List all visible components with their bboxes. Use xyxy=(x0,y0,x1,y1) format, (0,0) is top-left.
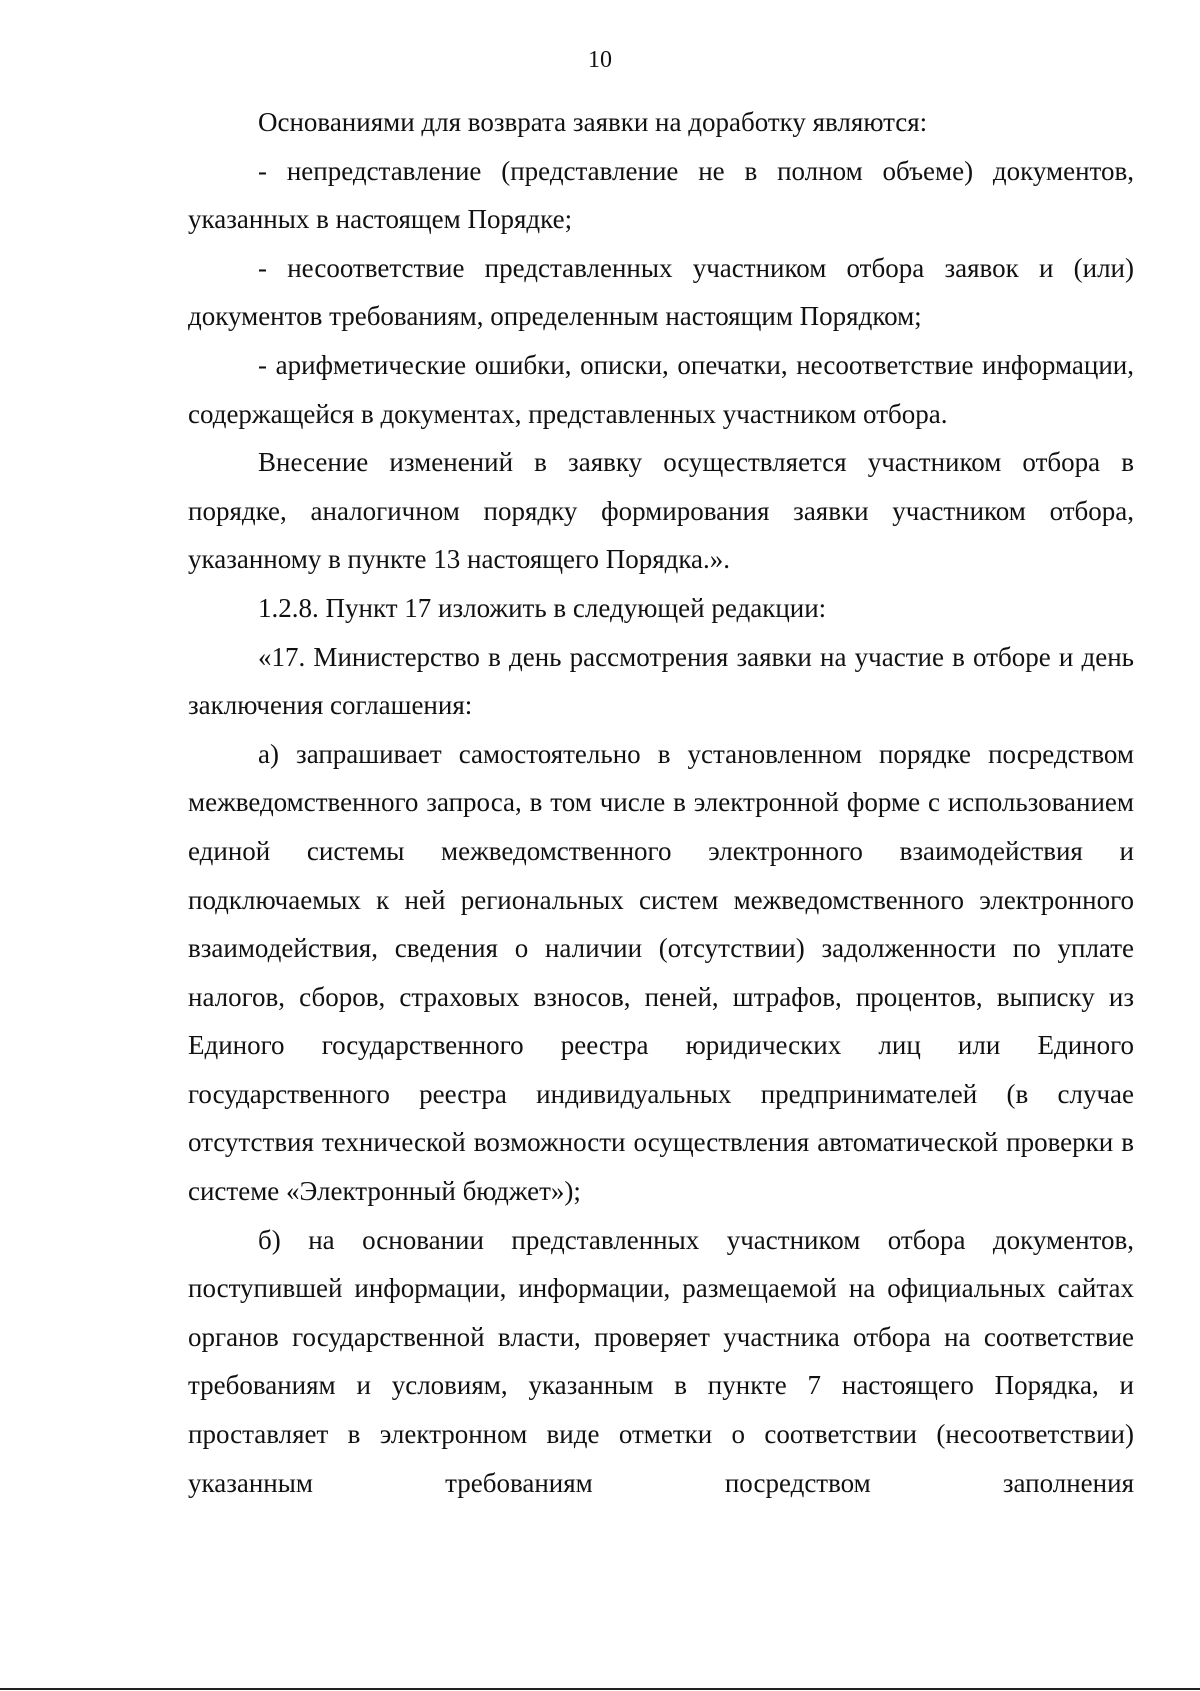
paragraph-subpoint-a: а) запрашивает самостоятельно в установленном порядке посредством межведомственного запроса, в том числе в электронной форме с использованием единой системы межведомственного электронного взаимодействия и подключаемых к ней региональных систем межведомственного электронного взаимодействия, сведения о наличии (отсутствии) задолженности по уплате налогов, сборов, страховых взносов, пеней, штрафов, процентов, выписку из Единого государственного реестра юридических лиц или Единого государственного реестра индивидуальных предпринимателей (в случае отсутствия технической возможности осуществления автоматической проверки в системе «Электронный бюджет»); xyxy=(188,738,1134,1207)
paragraph-amendment: 1.2.8. Пункт 17 изложить в следующей редакции: xyxy=(258,592,827,623)
paragraph-ground-3: - арифметические ошибки, описки, опечатки, несоответствие информации, содержащейся в документах, представленных участником отбора. xyxy=(188,349,1134,429)
bottom-edge-line xyxy=(0,1688,1200,1690)
paragraph-point-17: «17. Министерство в день рассмотрения заявки на участие в отборе и день заключения соглашения: xyxy=(188,641,1134,721)
paragraph-subpoint-b: б) на основании представленных участником отбора документов, поступившей информации, информации, размещаемой на официальных сайтах органов государственной власти, проверяет участника отбора на соответствие требованиям и условиям, указанным в пункте 7 настоящего Порядка, и проставляет в электронном виде отметки о соответствии (несоответствии) указанным требованиям посредством заполнения xyxy=(188,1224,1134,1498)
paragraph-ground-1: - непредставление (представление не в полном объеме) документов, указанных в настоящем Порядке; xyxy=(188,155,1134,235)
paragraph-grounds-intro: Основаниями для возврата заявки на доработку являются: xyxy=(258,107,928,137)
page-number: 10 xyxy=(588,47,612,73)
paragraph-ground-2: - несоответствие представленных участником отбора заявок и (или) документов требованиям, определенным настоящим Порядком; xyxy=(188,252,1134,332)
document-body xyxy=(188,98,1134,1507)
paragraph-changes: Внесение изменений в заявку осуществляется участником отбора в порядке, аналогичном порядку формирования заявки участником отбора, указанному в пункте 13 настоящего Порядка.». xyxy=(188,447,1134,575)
